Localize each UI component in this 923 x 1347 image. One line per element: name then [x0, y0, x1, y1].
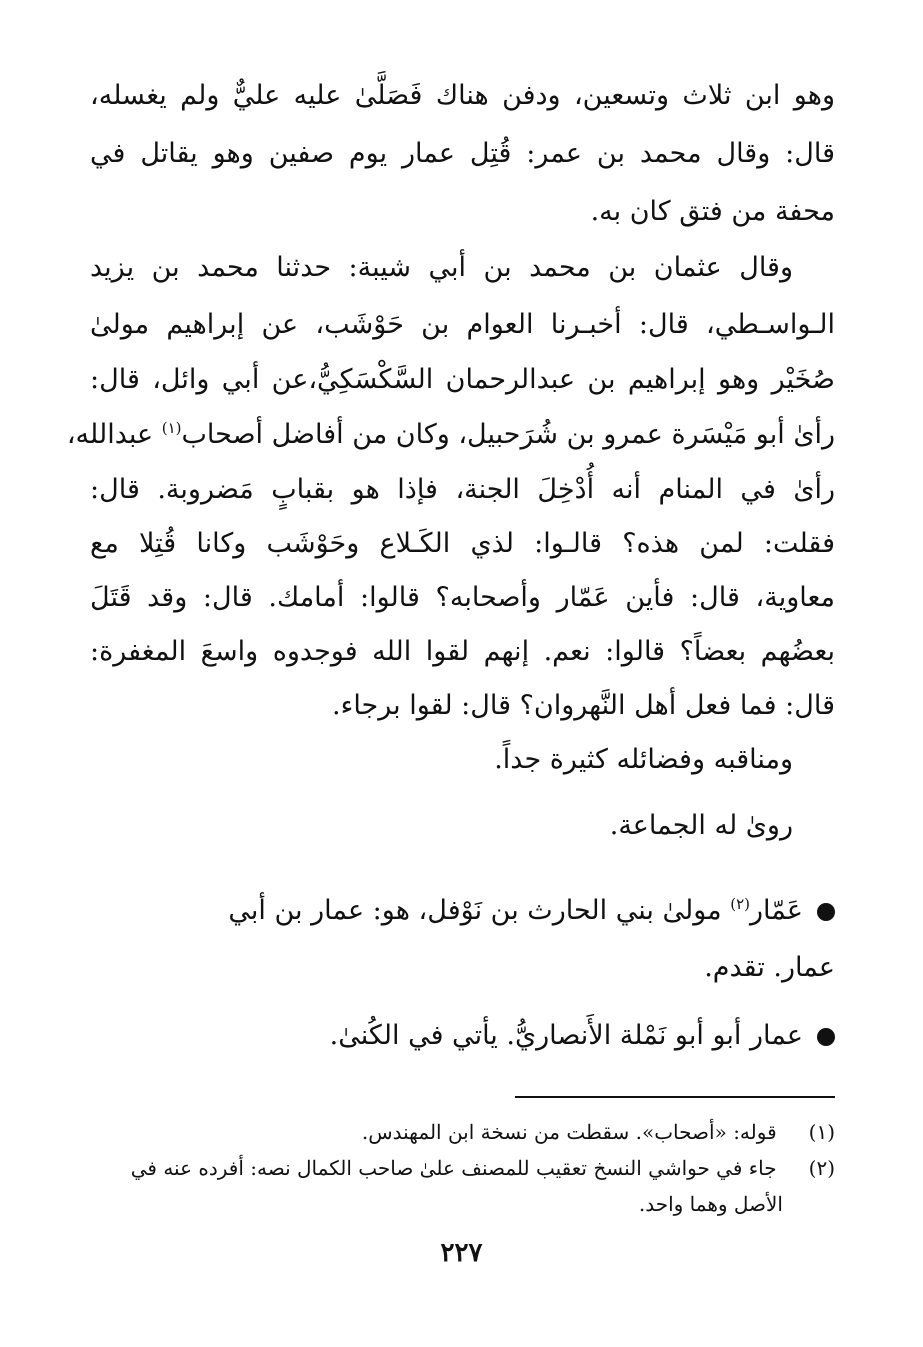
- entry-line: عمار. تقدم.: [704, 952, 835, 983]
- text-line: قال: فما فعل أهل النَّهروان؟ قال: لقوا برجاء.: [332, 690, 835, 721]
- text-segment: عبدالله،: [66, 419, 154, 450]
- text-line: رأىٰ في المنام أنه أُدْخِلَ الجنة، فإذا هو بقبابٍ مَضروبة. قال:: [90, 474, 835, 505]
- text-line: قال: وقال محمد بن عمر: قُتِل عمار يوم صفين وهو يقاتل في: [90, 138, 835, 169]
- footnote-number: (٢): [808, 1156, 835, 1180]
- entry-text: مولىٰ بني الحارث بن نَوْفل، هو: عمار بن أبي: [228, 895, 722, 926]
- text-line: معاوية، قال: فأين عَمّار وأصحابه؟ قالوا: أمامك. قال: وقد قَتَلَ: [90, 582, 835, 613]
- text-line: الـواسـطي، قال: أخبـرنا العوام بن حَوْشَب، عن إبراهيم مولىٰ: [90, 309, 835, 340]
- footnote-ref: (٢): [730, 895, 750, 913]
- footnote-continuation: الأصل وهما واحد.: [638, 1192, 783, 1216]
- bullet-icon: [817, 903, 835, 921]
- text-line: روىٰ له الجماعة.: [609, 810, 793, 841]
- text-line: [66, 407, 835, 463]
- entry-line: [90, 883, 835, 939]
- footnote-text: قوله: «أصحاب». سقطت من نسخة ابن المهندس.: [361, 1120, 777, 1144]
- footnote: [90, 1150, 835, 1186]
- footnote-divider: [515, 1096, 835, 1098]
- footnote-text: جاء في حواشي النسخ تعقيب للمصنف علىٰ صاحب الكمال نصه: أفرده عنه في: [130, 1156, 777, 1180]
- bullet-icon: [817, 1028, 835, 1046]
- footnote-number: (١): [808, 1120, 835, 1144]
- text-line: فقلت: لمن هذه؟ قالـوا: لذي الكَـلاع وحَوْشَب وكانا قُتِلا مع: [90, 528, 835, 559]
- text-line: وقال عثمان بن محمد بن أبي شيبة: حدثنا محمد بن يزيد: [90, 252, 793, 283]
- text-segment: رأىٰ أبو مَيْسَرة عمرو بن شُرَحبيل، وكان من أفاضل أصحاب: [181, 419, 835, 450]
- footnote: [90, 1114, 835, 1150]
- text-line: بعضُهم بعضاً؟ قالوا: نعم. إنهم لقوا الله فوجدوه واسعَ المغفرة:: [90, 636, 835, 667]
- footnote-ref: (١): [161, 419, 182, 437]
- text-line: محفة من فتق كان به.: [590, 196, 835, 227]
- text-line: صُخَيْر وهو إبراهيم بن عبدالرحمان السَّكْسَكِيُّ،عن أبي وائل، قال:: [90, 364, 835, 395]
- text-line: وهو ابن ثلاث وتسعين، ودفن هناك فَصَلَّىٰ عليه عليٌّ ولم يغسله،: [90, 80, 835, 111]
- entry-text: عمار أبو أبو نَمْلة الأَنصاريُّ. يأتي في الكُنىٰ.: [329, 1020, 803, 1051]
- text-line: ومناقبه وفضائله كثيرة جداً.: [494, 744, 793, 775]
- entry-name: عَمّار: [750, 895, 803, 926]
- entry-line: [90, 1008, 835, 1064]
- page-number: ٢٢٧: [440, 1238, 483, 1268]
